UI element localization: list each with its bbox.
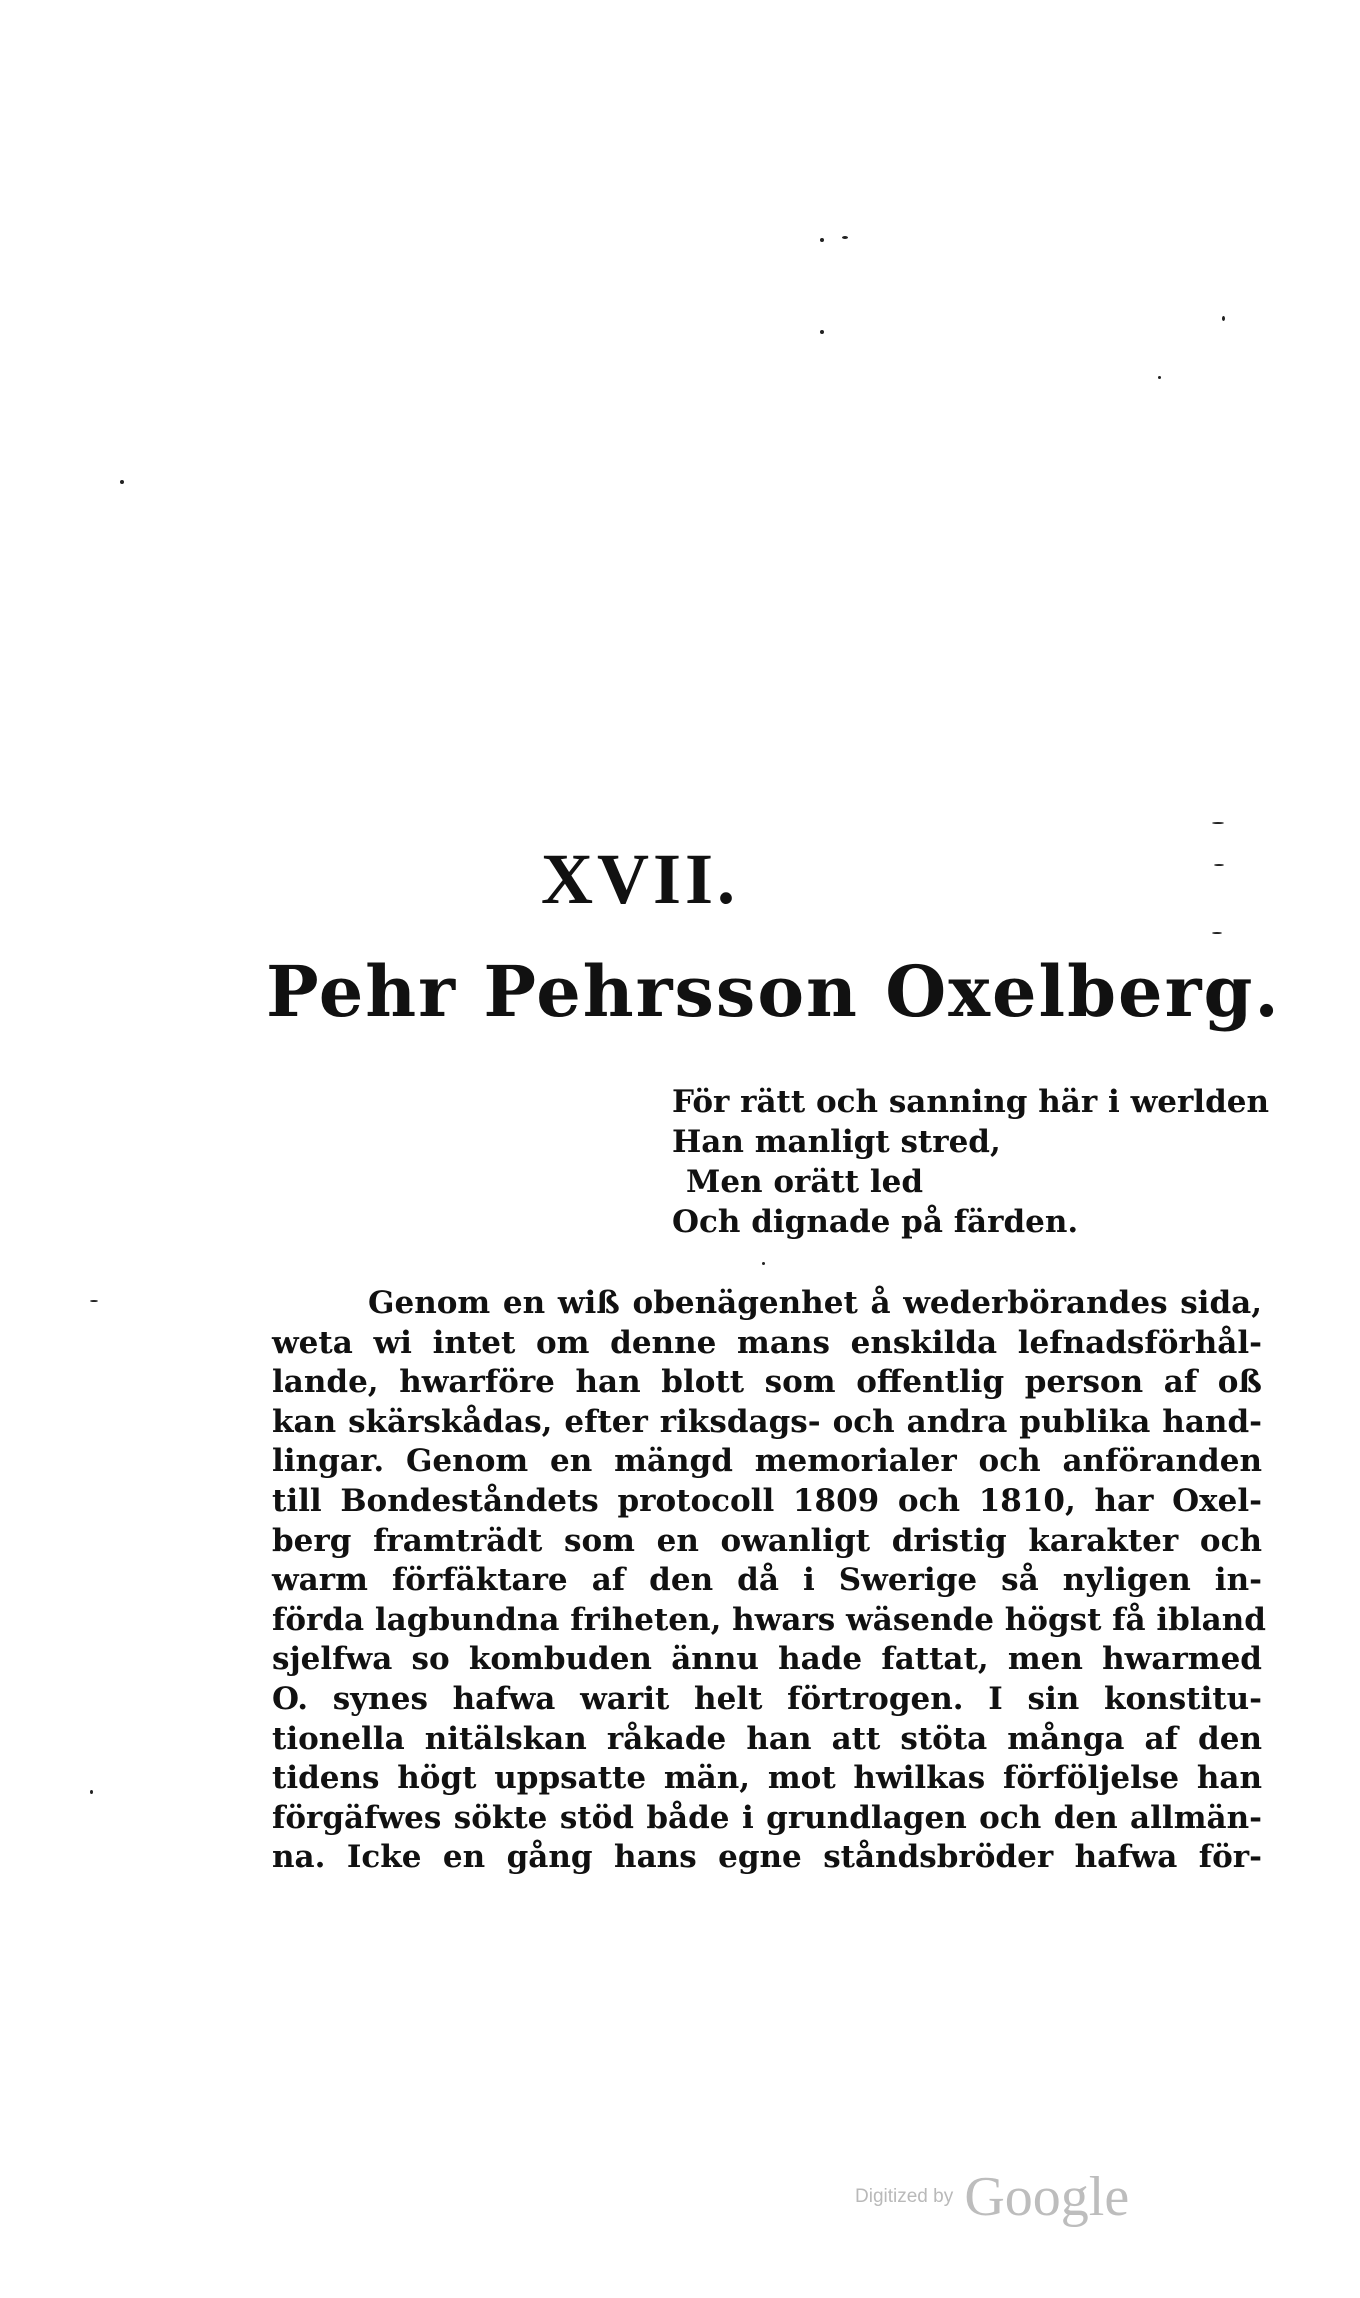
epigraph-line: Men orätt led [686, 1164, 924, 1200]
body-line: warm förfäktare af den då i Swerige så nyligen in- [272, 1562, 1262, 1599]
scan-speck [90, 1790, 93, 1794]
scan-speck [842, 236, 848, 239]
scan-speck [820, 238, 824, 242]
body-paragraph [272, 1284, 1266, 1878]
epigraph-line: Och dignade på färden. [672, 1204, 1079, 1240]
google-logo: Google [964, 2166, 1130, 2228]
scan-speck [90, 1300, 98, 1302]
body-line: weta wi intet om denne mans enskilda lefnadsförhål- [272, 1324, 1262, 1361]
scan-speck [120, 480, 124, 484]
scan-speck [820, 330, 824, 334]
body-line: förda lagbundna friheten, hwars wäsende högst få ibland [272, 1601, 1266, 1638]
scan-speck [1212, 822, 1224, 824]
body-line: sjelfwa so kombuden ännu hade fattat, men hwarmed [272, 1641, 1262, 1678]
body-line: lande, hwarföre han blott som offentlig person af oß [272, 1364, 1262, 1401]
chapter-title: Pehr Pehrsson Oxelberg. [266, 950, 1281, 1033]
body-line: O. synes hafwa warit helt förtrogen. I sin konstitu- [272, 1680, 1262, 1717]
epigraph [672, 1082, 1292, 1242]
body-line: na. Icke en gång hans egne ståndsbröder hafwa för- [272, 1839, 1262, 1876]
scan-speck [1212, 932, 1222, 934]
body-line: kan skärskådas, efter riksdags- och andra publika hand- [272, 1403, 1262, 1440]
epigraph-line: Han manligt stred, [672, 1124, 1001, 1160]
digitized-watermark [855, 2165, 1129, 2229]
body-line: tionella nitälskan råkade han att stöta många af den [272, 1720, 1262, 1757]
scan-speck [1222, 316, 1225, 321]
body-line: lingar. Genom en mängd memorialer och anföranden [272, 1443, 1262, 1480]
scan-speck [1158, 376, 1161, 379]
scan-speck [762, 1262, 765, 1265]
body-line: tidens högt uppsatte män, mot hwilkas förföljelse han [272, 1760, 1262, 1797]
body-line: berg framträdt som en owanligt dristig karakter och [272, 1522, 1262, 1559]
body-line: till Bondeståndets protocoll 1809 och 1810, har Oxel- [272, 1482, 1262, 1519]
epigraph-line: För rätt och sanning här i werlden [672, 1084, 1270, 1120]
body-line: förgäfwes sökte stöd både i grundlagen och den allmän- [272, 1799, 1262, 1836]
chapter-number: XVII. [540, 839, 740, 919]
body-line: Genom en wiß obenägenhet å wederbörandes sida, [368, 1285, 1262, 1321]
watermark-prefix: Digitized by [855, 2186, 954, 2207]
